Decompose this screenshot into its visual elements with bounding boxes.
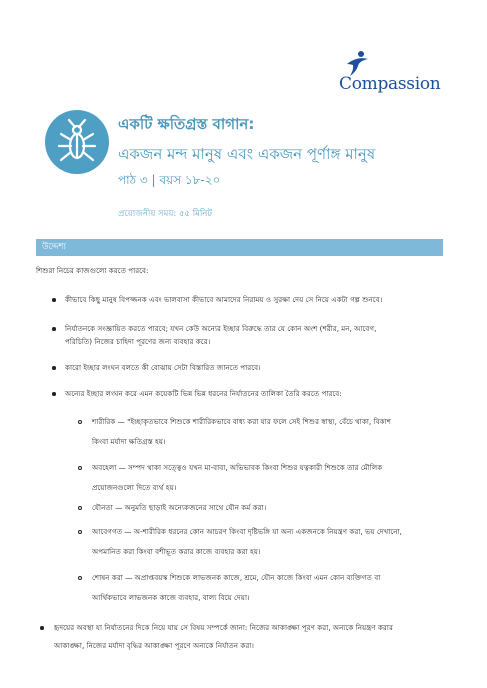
time-value: ৫৫ মিনিট [178, 209, 212, 219]
bullet-heart-line1: হৃদয়ের অবস্থা যা নির্যাতনের দিকে নিয়ে যায় সে বিষয় সম্পর্কে জানা: নিজের আকাঙ্ক্ষা পূরণ করা, অন্যকে নিয়ন্ত্রণ করার [54, 623, 393, 632]
logo-wordmark: Compassion [339, 74, 441, 94]
time-label: প্রয়োজনীয় সময়: [118, 209, 177, 219]
sub-bullet-ring [78, 466, 82, 470]
sub-physical-line2: কিংবা মর্যাদা ক্ষতিগ্রস্ত হয়। [92, 437, 166, 446]
bullet-dot [52, 392, 56, 396]
sub-physical-line1: শারীরিক — "ইচ্ছাকৃতভাবে শিশুকে শারীরিকভাবে বাধ্য করা যার ফলে সেই শিশুর স্বাস্থ্য, বেঁচে থাকা, বিকাশ [92, 417, 391, 426]
bullet-violation: কারো ইচ্ছার লংঘন বলতে কী বোঝায় সেটা বিস্তারিত জানতে পারবে। [65, 363, 261, 372]
lesson-emblem [45, 110, 109, 174]
bullet-dot [52, 366, 56, 370]
sub-neglect-line1: অবহেলা — সম্পদ থাকা সত্ত্বেও যখন মা-বাবা, অভিভাবক কিংবা শিশুর যত্নকারী শিশুকে তার মৌলিক [92, 463, 383, 472]
bullet-heart-line2: আকাঙ্ক্ষা, নিজের মর্যাদা বৃদ্ধির আকাঙ্ক্ষা পূরণে অন্যকে নির্যাতন করা। [54, 641, 254, 650]
bullet-dot [52, 327, 56, 331]
lesson-title-line2: একজন মন্দ মানুষ এবং একজন পূর্ণাঙ্গ মানুষ [118, 145, 376, 163]
bullet-dot [52, 298, 56, 302]
bullet-define-abuse-line2: পরিচিতি) নিজের চাহিদা পূরণের জন্য ব্যবহার করে। [65, 337, 211, 346]
sub-emotional-line2: অপমানিত করা কিংবা বশীভূত করার কাজে ব্যবহার করা হয়। [92, 547, 261, 556]
sub-sexual: যৌনতা — অনুমতি ছাড়াই অন্যেকজনের সাথে যৌন কর্ম করা। [92, 503, 267, 512]
objectives-heading: উদ্দেশ্য [36, 239, 443, 256]
time-required [118, 207, 212, 221]
sub-bullet-ring [78, 576, 82, 580]
bullet-story: কীভাবে কিছু মানুষ বিপজ্জনক এবং ভালবাসা কীভাবে আমাদের নিরাময় ও সুরক্ষা দেয় সে নিয়ে একটা গল্প শুনবে। [65, 295, 383, 304]
sub-emotional-line1: আবেগগত — অ-শারীরিক ধরনের কোন আচরণ কিংবা দৃষ্টিভঙ্গি যা অন্য একজনকে নিয়ন্ত্রণ করা, ভয় দেখানো, [92, 527, 402, 536]
compassion-logo [334, 48, 452, 100]
bullet-dot [40, 626, 44, 630]
objectives-intro: শিশুরা নিচের কাজগুলো করতে পারবে: [36, 266, 149, 275]
sub-bullet-ring [78, 420, 82, 424]
insect-icon [45, 110, 109, 174]
sub-neglect-line2: প্রয়োজনগুলো দিতে ব্যর্থ হয়। [92, 483, 177, 492]
bullet-define-abuse-line1: নির্যাতনকে সংজ্ঞায়িত করতে পারবে; যখন কেউ অন্যের ইচ্ছার বিরুদ্ধে তার যে কোন অংশ (শরীর, মন, আবেগ, [65, 324, 377, 333]
sub-bullet-ring [78, 530, 82, 534]
lesson-age-label: পাঠ ৩ | বয়স ১৮-২০ [118, 173, 221, 187]
sub-exploitation-line1: শোষন করা — অপ্রাপ্তবয়স্ক শিশুকে লাভজনক কাজে, শ্রমে, যৌন কাজে কিংবা এমন কোন ব্যক্তিগত বা [92, 573, 381, 582]
lesson-title-line1: একটি ক্ষতিগ্রস্ত বাগান: [118, 115, 255, 133]
sub-exploitation-line2: আর্থিকভাবে লাভজনক কাজে ব্যবহার, বাল্য বিয়ে দেয়া। [92, 593, 250, 602]
sub-bullet-ring [78, 506, 82, 510]
bullet-abuse-types: অন্যের ইচ্ছার লংঘন করে এমন কয়েকটি ভিন্ন ভিন্ন ধরনের নির্যাতনের তালিকা তৈরি করতে পারবে: [65, 389, 342, 398]
